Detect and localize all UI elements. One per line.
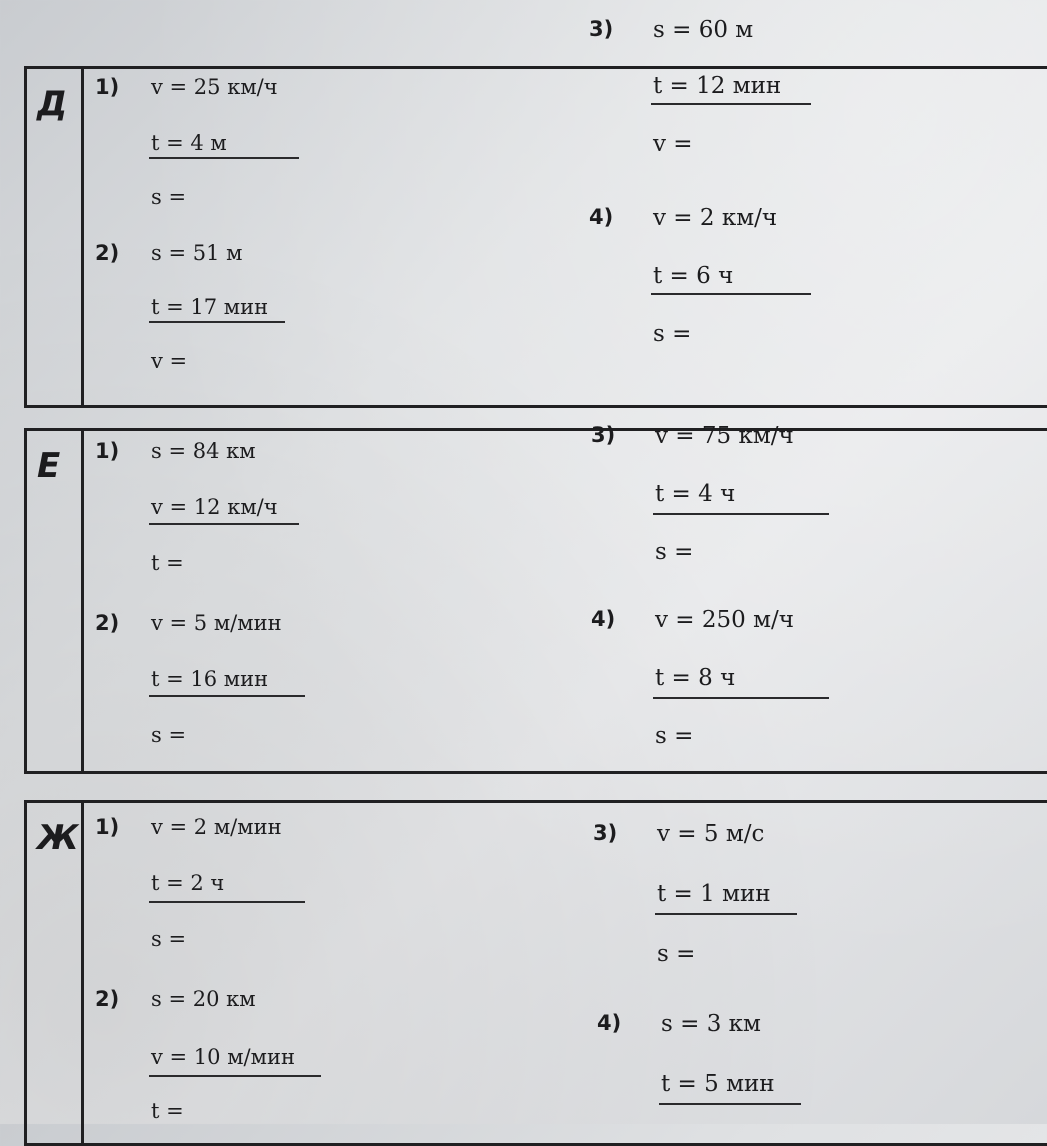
fraction-rule	[651, 103, 811, 105]
given-line-2: t = 4 м	[151, 131, 227, 155]
task-number: 2)	[95, 987, 120, 1011]
task-number: 3)	[591, 423, 616, 447]
answer-line: s =	[151, 723, 187, 747]
fraction-rule	[149, 157, 299, 159]
fraction-rule	[659, 1103, 801, 1105]
given-line-2: t = 6 ч	[653, 263, 734, 289]
task-number: 2)	[95, 241, 120, 265]
given-line-2: v = 10 м/мин	[151, 1045, 295, 1069]
fraction-rule	[653, 697, 829, 699]
answer-line: s =	[655, 723, 694, 749]
fraction-rule	[149, 1075, 321, 1077]
block-d	[24, 17, 1047, 408]
given-line-1: v = 250 м/ч	[655, 607, 794, 633]
block-letter: Е	[37, 446, 61, 486]
task-number: 4)	[591, 607, 616, 631]
given-line-1: s = 60 м	[653, 17, 754, 43]
block-zh	[24, 800, 1047, 1146]
fraction-rule	[651, 293, 811, 295]
answer-line: v =	[151, 349, 188, 373]
fraction-rule	[653, 513, 829, 515]
answer-line: s =	[653, 321, 692, 347]
given-line-1: v = 2 м/мин	[151, 815, 282, 839]
answer-line: s =	[151, 927, 187, 951]
given-line-2: t = 17 мин	[151, 295, 269, 319]
answer-line: v =	[653, 131, 693, 157]
given-line-1: s = 20 км	[151, 987, 256, 1011]
task-number: 3)	[589, 17, 614, 41]
fraction-rule	[149, 321, 285, 323]
task-number: 4)	[589, 205, 614, 229]
given-line-2: t = 1 мин	[657, 881, 771, 907]
given-line-2: t = 5 мин	[661, 1071, 775, 1097]
answer-line: t =	[151, 1099, 184, 1123]
task-number: 2)	[95, 611, 120, 635]
block-letter: Д	[37, 84, 68, 124]
answer-line: t =	[151, 551, 184, 575]
answer-line: s =	[657, 941, 696, 967]
fraction-rule	[149, 695, 305, 697]
task-number: 3)	[593, 821, 618, 845]
given-line-1: s = 84 км	[151, 439, 256, 463]
given-line-1: v = 2 км/ч	[653, 205, 778, 231]
letter-column	[27, 803, 84, 1143]
answer-line: s =	[151, 185, 187, 209]
task-number: 1)	[95, 815, 120, 839]
given-line-2: t = 16 мин	[151, 667, 269, 691]
given-line-1: v = 75 км/ч	[655, 423, 794, 449]
given-line-1: s = 51 м	[151, 241, 243, 265]
task-number: 1)	[95, 439, 120, 463]
task-number: 1)	[95, 75, 120, 99]
given-line-1: v = 25 км/ч	[151, 75, 278, 99]
given-line-2: t = 8 ч	[655, 665, 736, 691]
letter-column	[27, 69, 84, 405]
task-number: 4)	[597, 1011, 622, 1035]
fraction-rule	[149, 901, 305, 903]
given-line-2: v = 12 км/ч	[151, 495, 278, 519]
given-line-2: t = 12 мин	[653, 73, 782, 99]
given-line-1: v = 5 м/с	[657, 821, 765, 847]
given-line-1: v = 5 м/мин	[151, 611, 282, 635]
letter-column	[27, 431, 84, 771]
fraction-rule	[655, 913, 797, 915]
block-e	[24, 423, 1047, 774]
block-letter: Ж	[37, 818, 79, 858]
given-line-2: t = 4 ч	[655, 481, 736, 507]
fraction-rule	[149, 523, 299, 525]
given-line-1: s = 3 км	[661, 1011, 761, 1037]
answer-line: s =	[655, 539, 694, 565]
given-line-2: t = 2 ч	[151, 871, 225, 895]
